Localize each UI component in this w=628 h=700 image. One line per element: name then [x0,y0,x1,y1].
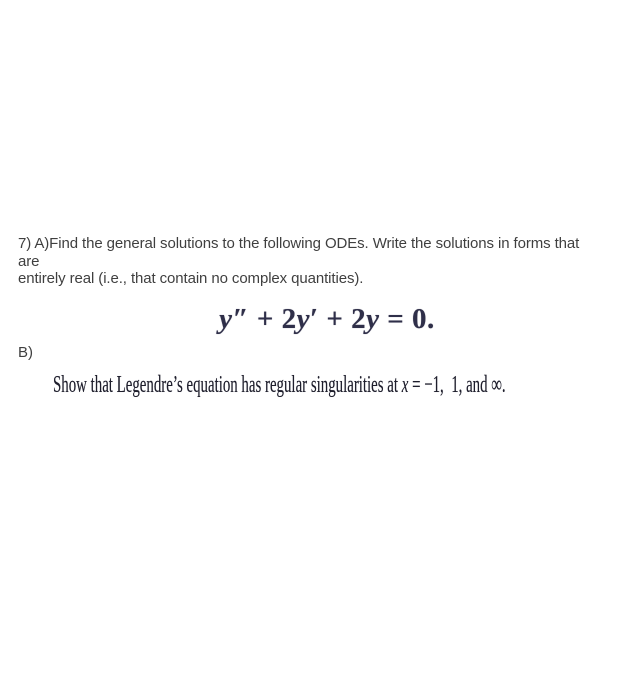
intro-line-3: entirely real (i.e., that contain no complex quantities). [18,270,364,287]
intro-paragraph [18,235,579,288]
equation-y-first: y [219,303,233,335]
part-b-statement [53,371,506,399]
equation-double-prime: ″ [232,303,250,335]
equation-equals-zero: = 0. [379,303,435,335]
part-b-text-after-x: = −1, 1, and ∞. [408,372,506,398]
part-b-variable-x: x [401,372,409,398]
equation-y-third: y [366,303,380,335]
equation-plus-2-first: + 2 [249,303,297,335]
equation-single-prime: ′ [309,303,319,335]
part-b-text-before-x: Show that Legendre’s equation has regular singularities at [53,372,402,398]
intro-line-2: are [18,252,40,270]
part-b-label: B) [18,344,33,361]
ode-equation [13,301,628,337]
equation-plus-2-second: + 2 [318,303,367,335]
equation-y-second: y [296,303,310,335]
intro-line-1: 7) A)Find the general solutions to the following ODEs. Write the solutions in forms that [18,235,580,252]
